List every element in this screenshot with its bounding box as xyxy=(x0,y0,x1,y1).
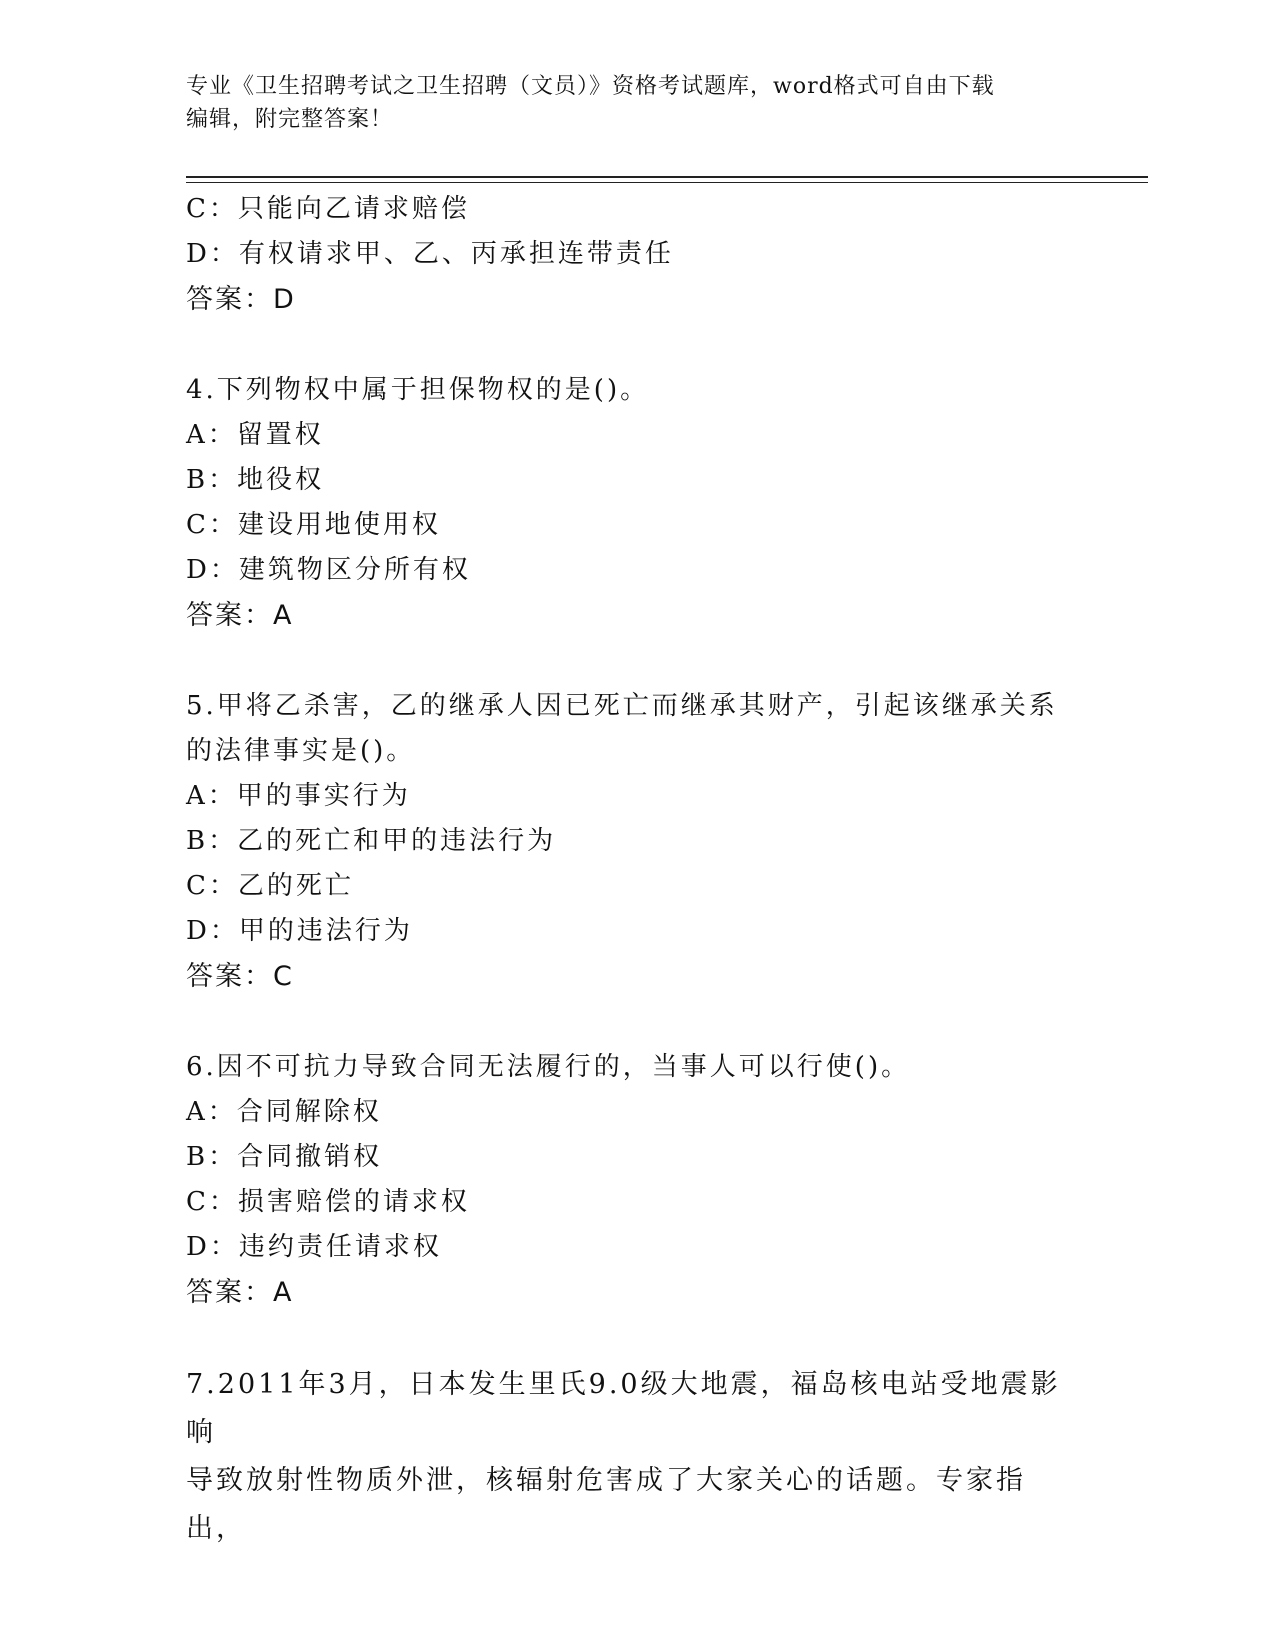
question-6 xyxy=(186,1045,1066,1315)
header-line-2: 编辑，附完整答案！ xyxy=(186,107,394,132)
question-stem-line-2: 导致放射性物质外泄，核辐射危害成了大家关心的话题。专家指出， xyxy=(186,1465,1026,1544)
question-stem: 6.因不可抗力导致合同无法履行的，当事人可以行使()。 xyxy=(186,1052,911,1082)
option-a: A：合同解除权 xyxy=(186,1097,382,1127)
answer-line: 答案：A xyxy=(186,600,294,631)
answer-line: 答案：A xyxy=(186,1277,294,1308)
option-d: D：建筑物区分所有权 xyxy=(186,555,471,585)
question-7 xyxy=(186,1361,1066,1553)
option-c: C：乙的死亡 xyxy=(186,871,354,901)
question-list xyxy=(186,187,1066,1553)
option-a: A：甲的事实行为 xyxy=(186,781,411,811)
option-c: C：建设用地使用权 xyxy=(186,510,441,540)
document-header xyxy=(186,70,1066,136)
header-divider-thick xyxy=(186,176,1148,178)
question-stem: 4.下列物权中属于担保物权的是()。 xyxy=(186,375,650,405)
question-stem-line-1: 7.2011年3月，日本发生里氏9.0级大地震，福岛核电站受地震影响 xyxy=(186,1369,1061,1448)
header-divider-thin xyxy=(186,182,1148,183)
answer-line: 答案：C xyxy=(186,961,294,992)
option-b: B：合同撤销权 xyxy=(186,1142,383,1172)
question-5 xyxy=(186,684,1066,999)
question-stem-line-2: 的法律事实是()。 xyxy=(186,736,416,766)
option-a: A：留置权 xyxy=(186,420,324,450)
option-b: B：乙的死亡和甲的违法行为 xyxy=(186,826,557,856)
answer-line: 答案：D xyxy=(186,284,296,315)
header-line-1: 专业《卫生招聘考试之卫生招聘（文员）》资格考试题库，word格式可自由下载 xyxy=(186,74,995,99)
option-d: D：违约责任请求权 xyxy=(186,1232,442,1262)
question-4 xyxy=(186,368,1066,638)
option-c: C：只能向乙请求赔偿 xyxy=(186,194,470,224)
option-d: D：有权请求甲、乙、丙承担连带责任 xyxy=(186,239,674,269)
question-3 xyxy=(186,187,1066,322)
question-stem-line-1: 5.甲将乙杀害，乙的继承人因已死亡而继承其财产，引起该继承关系 xyxy=(186,691,1058,721)
option-b: B：地役权 xyxy=(186,465,325,495)
option-d: D：甲的违法行为 xyxy=(186,916,413,946)
option-c: C：损害赔偿的请求权 xyxy=(186,1187,470,1217)
